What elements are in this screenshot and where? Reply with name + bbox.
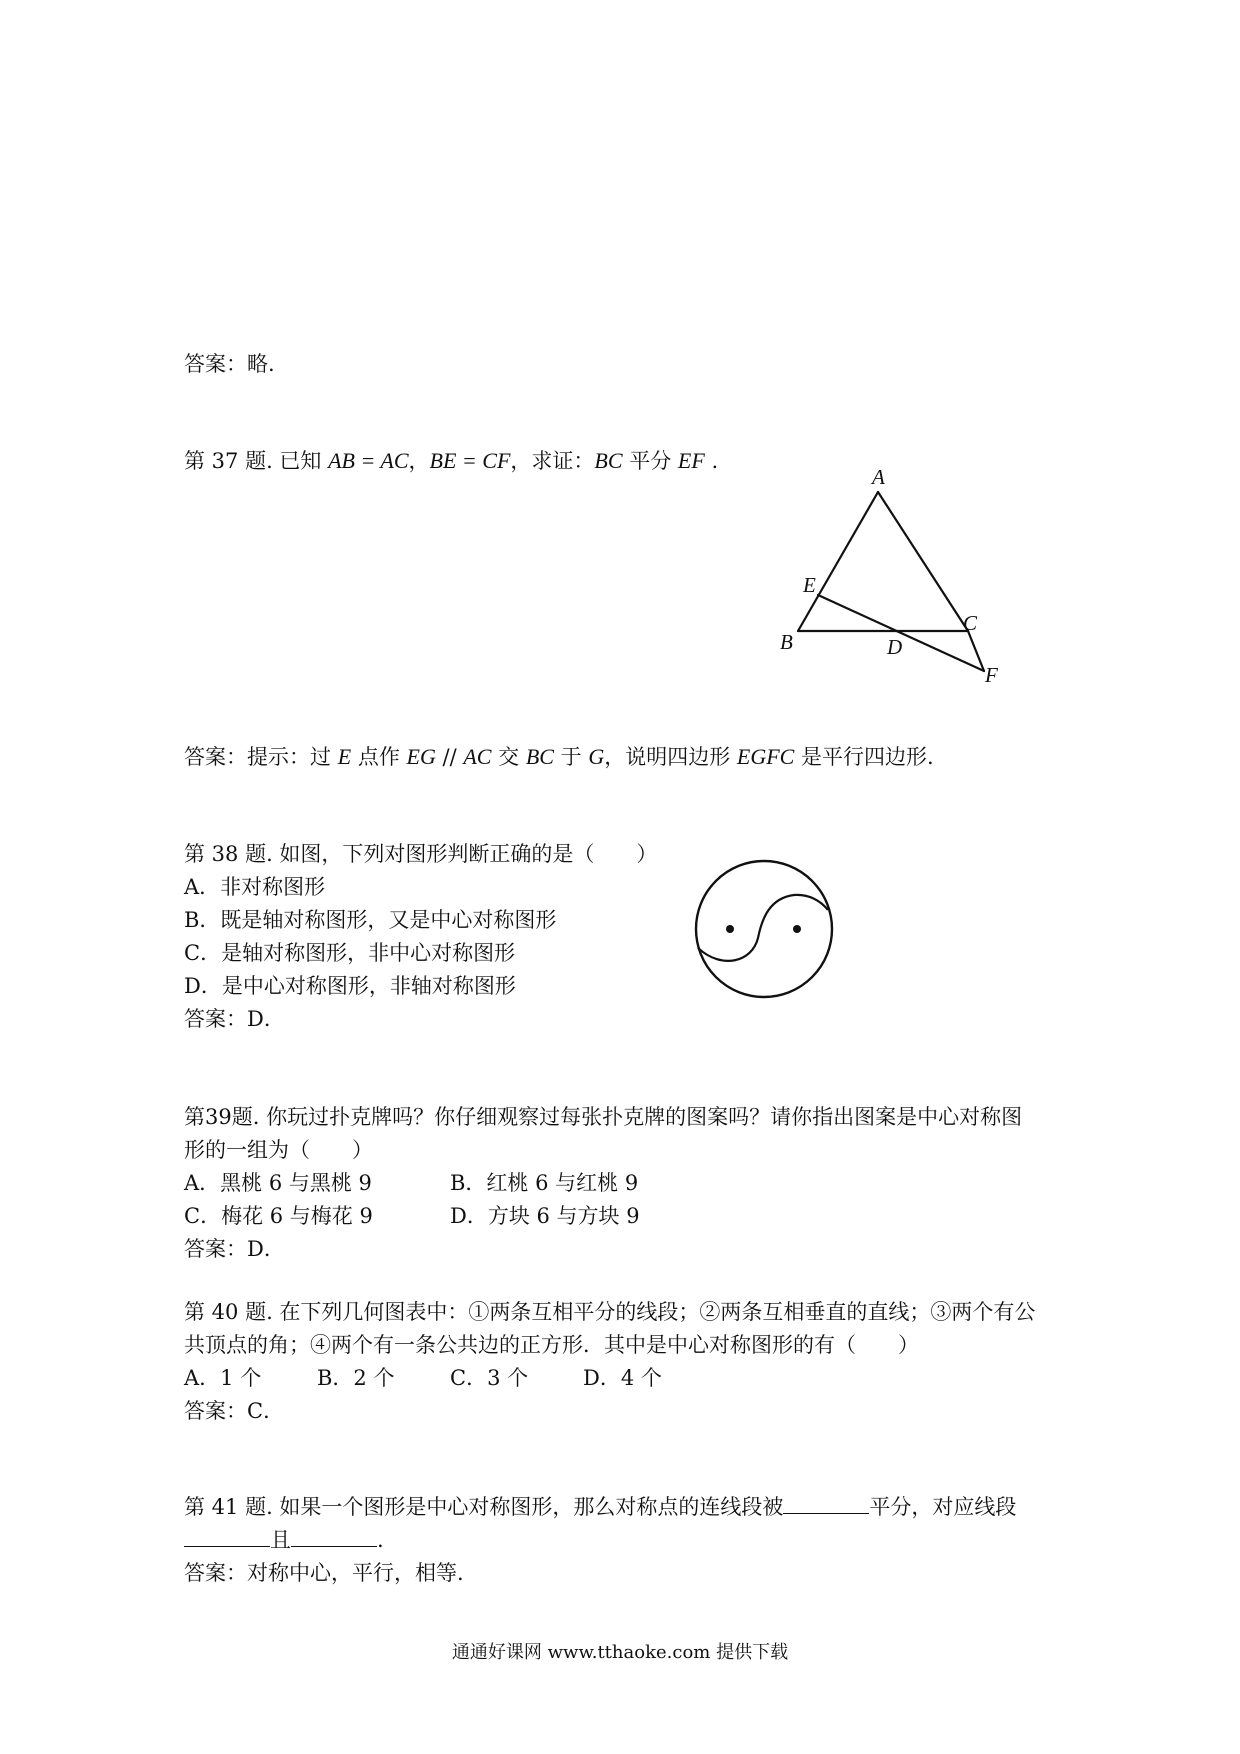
q38-answer: 答案：D． xyxy=(184,1007,285,1031)
q37-mid: 平分 xyxy=(622,449,678,473)
q39-options-row2 xyxy=(184,1201,640,1231)
q38-option-a: A．非对称图形 xyxy=(184,875,326,899)
q39-option-c: C．梅花 6 与梅花 9 xyxy=(184,1204,373,1228)
q37-ef: EF xyxy=(677,448,705,473)
q37-sep2: ，求证： xyxy=(510,449,595,473)
q40-option-d: D．4 个 xyxy=(583,1366,662,1390)
label-b: B xyxy=(780,630,793,654)
q41-blank-1 xyxy=(783,1493,869,1514)
dot-left xyxy=(726,925,734,933)
q38-option-b: B．既是轴对称图形，又是中心对称图形 xyxy=(184,908,557,932)
q41-stem-line1: 第 41 题. 如果一个图形是中心对称图形，那么对称点的连线段被 平分，对应线段 xyxy=(184,1495,1017,1519)
label-e: E xyxy=(803,573,816,597)
s-curve xyxy=(698,895,828,961)
q39-answer: 答案：D． xyxy=(184,1237,285,1261)
q41-blank-3 xyxy=(291,1526,377,1547)
q39-options-row1 xyxy=(184,1168,638,1198)
dot-right xyxy=(793,925,801,933)
q37-bc: BC xyxy=(594,448,623,473)
q39-option-b: B．红桃 6 与红桃 9 xyxy=(450,1171,639,1195)
q41-stem-line2: 且 . xyxy=(184,1525,384,1555)
page-footer: 通通好课网 www.tthaoke.com 提供下载 xyxy=(451,1642,789,1663)
q37-cond2: BE = CF xyxy=(429,448,511,473)
q40-stem-line1: 第 40 题. 在下列几何图表中：①两条互相平分的线段；②两条互相垂直的直线；③两个有公 xyxy=(184,1300,1036,1324)
q40-option-a: A．1 个 xyxy=(184,1366,262,1390)
q38-option-d: D．是中心对称图形，非轴对称图形 xyxy=(184,974,516,998)
q41-answer: 答案：对称中心，平行，相等. xyxy=(184,1561,464,1585)
q40-stem-line2: 共顶点的角；④两个有一条公共边的正方形．其中是中心对称图形的有（ ） xyxy=(184,1333,919,1357)
label-d: D xyxy=(887,635,903,659)
q37-sep1: ， xyxy=(408,449,430,473)
q37-cond1: AB = AC xyxy=(328,448,409,473)
q40-option-c: C．3 个 xyxy=(450,1366,529,1390)
q37-prefix: 第 37 题. 已知 xyxy=(184,449,329,473)
q37-answer: 答案：提示：过 E 点作 EG // AC 交 BC 于 G，说明四边形 EGFC 是平行四边形. xyxy=(184,744,934,769)
q36-answer: 答案：略. xyxy=(184,352,275,376)
q40-options xyxy=(184,1363,662,1393)
q41-blank-2 xyxy=(184,1526,270,1547)
q38-option-c: C．是轴对称图形，非中心对称图形 xyxy=(184,941,516,965)
label-a: A xyxy=(872,465,885,489)
q39-option-d: D．方块 6 与方块 9 xyxy=(450,1204,640,1228)
q39-stem-line1: 第39题. 你玩过扑克牌吗？你仔细观察过每张扑克牌的图案吗？请你指出图案是中心对称图 xyxy=(184,1105,1023,1129)
q38-stem: 第 38 题. 如图，下列对图形判断正确的是（ ） xyxy=(184,842,658,866)
q37-end: . xyxy=(704,449,719,473)
q40-answer: 答案：C． xyxy=(184,1399,285,1423)
label-f: F xyxy=(985,663,998,687)
label-c: C xyxy=(963,611,978,635)
q39-stem-line2: 形的一组为（ ） xyxy=(184,1138,373,1162)
q39-option-a: A．黑桃 6 与黑桃 9 xyxy=(184,1171,372,1195)
q40-option-b: B．2 个 xyxy=(317,1366,395,1390)
